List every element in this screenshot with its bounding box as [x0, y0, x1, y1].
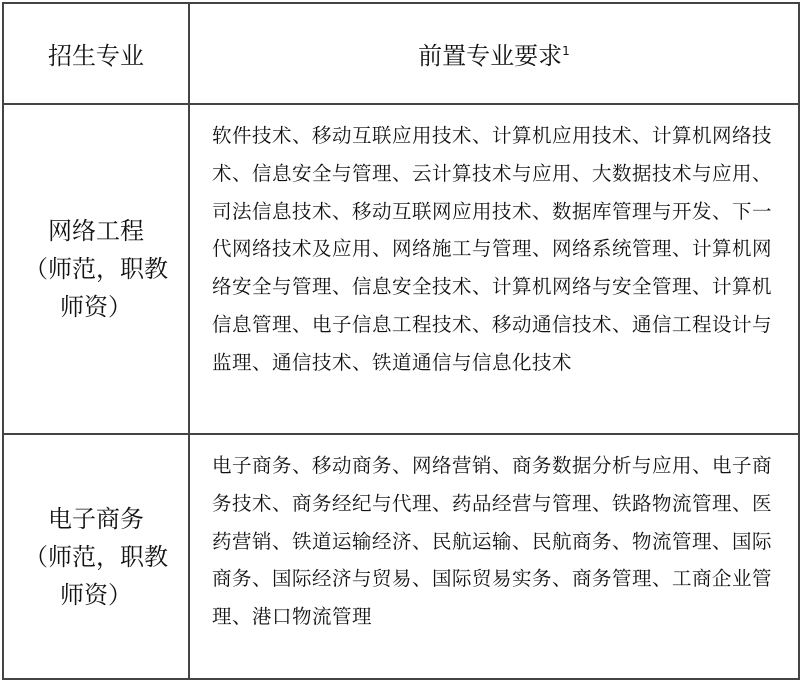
- header-major: [3, 3, 189, 104]
- footnote-marker: 1: [562, 44, 570, 58]
- header-requirements-label: 前置专业要求: [418, 42, 563, 70]
- major-name: 网络工程: [48, 217, 144, 245]
- requirements-cell: 软件技术、移动互联应用技术、计算机应用技术、计算机网络技术、信息安全与管理、云计算技术与应用、大数据技术与应用、司法信息技术、移动互联网应用技术、数据库管理与开发、下一代网络技术及应用、网络施工与管理、网络系统管理、计算机网络安全与管理、信息安全技术、计算机网络与安全管理、计算机信息管理、电子信息工程技术、移动通信技术、通信工程设计与监理、通信技术、铁道通信与信息化技术: [189, 104, 799, 434]
- major-requirements-table: [2, 2, 800, 680]
- table-row: [3, 434, 799, 679]
- major-name: 电子商务: [48, 504, 144, 533]
- requirements-cell: 电子商务、移动商务、网络营销、商务数据分析与应用、电子商务技术、商务经纪与代理、药品经营与管理、铁路物流管理、医药营销、铁道运输经济、民航运输、民航商务、物流管理、国际商务、国际经济与贸易、国际贸易实务、商务管理、工商企业管理、港口物流管理: [189, 434, 799, 679]
- header-requirements: [189, 3, 799, 104]
- major-note-line2: 师资）: [60, 293, 132, 321]
- major-cell: [3, 434, 189, 679]
- major-cell: [3, 104, 189, 434]
- major-note-line1: （师范，职教: [24, 542, 168, 571]
- major-note-line1: （师范，职教: [24, 255, 168, 283]
- major-note-line2: 师资）: [60, 580, 132, 609]
- table-row: [3, 104, 799, 434]
- table-header-row: [3, 3, 799, 104]
- header-major-label: 招生专业: [48, 42, 144, 70]
